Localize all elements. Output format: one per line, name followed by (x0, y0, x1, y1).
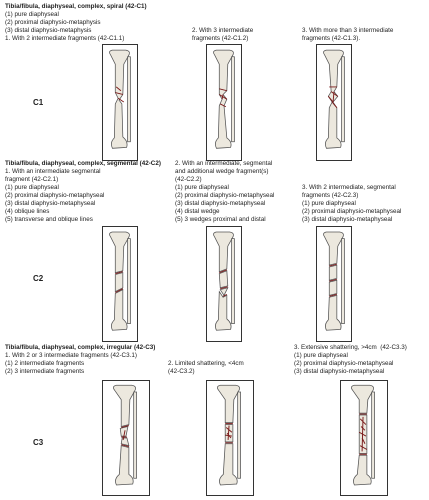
c2-panel-2 (206, 226, 242, 342)
c2-3-bone-illustration (317, 227, 351, 341)
c2-2-bone-illustration (207, 227, 241, 341)
c3-row-label: C3 (33, 438, 44, 447)
c3-sub3-line-4: (3) distal diaphysio-metaphyseal (294, 368, 385, 375)
c3-sub1-line-3: (2) 3 intermediate fragments (5, 368, 85, 375)
c3-sub3-line-3: (2) proximal diaphysio-metaphyseal (294, 360, 394, 367)
c3-panel-1 (102, 380, 150, 496)
c1-panel-2 (206, 44, 242, 161)
c2-sub1-line-3: (1) pure diaphyseal (5, 184, 59, 191)
c2-panel-1 (102, 226, 138, 342)
c2-sub2-line-2: and additional wedge fragment(s) (175, 168, 269, 175)
c1-2-bone-illustration (207, 45, 241, 160)
c1-sub3-line-1: 3. With more than 3 intermediate (302, 27, 394, 34)
c2-sub3-line-5: (3) distal diaphysio-metaphyseal (302, 216, 393, 223)
c1-1-bone-illustration (103, 45, 137, 160)
c2-sub3-line-1: 3. With 2 intermediate, segmental (302, 184, 396, 191)
c1-row-label: C1 (33, 98, 44, 107)
c2-sub2-line-3: (42-C2.2) (175, 176, 202, 183)
c2-sub2-line-5: (2) proximal diaphysio-metaphyseal (175, 192, 275, 199)
c1-intro-3: (3) distal diaphysio-metaphysis (5, 27, 92, 34)
c2-sub1-line-5: (3) distal diaphysio-metaphyseal (5, 200, 96, 207)
c1-heading: Tibia/fibula, diaphyseal, complex, spiral (42-C1) (5, 3, 147, 10)
c1-intro-2: (2) proximal diaphysio-metaphysis (5, 19, 101, 26)
c2-sub2-line-8: (5) 3 wedges proximal and distal (175, 216, 266, 223)
c2-sub1-line-7: (5) transverse and oblique lines (5, 216, 93, 223)
c3-sub3-line-2: (1) pure diaphyseal (294, 352, 348, 359)
c2-sub2-line-4: (1) pure diaphyseal (175, 184, 229, 191)
c1-intro-1: (1) pure diaphyseal (5, 11, 59, 18)
c3-sub2-line-2: (42-C3.2) (168, 368, 195, 375)
c1-panel-1 (102, 44, 138, 161)
c3-sub1-line-1: 1. With 2 or 3 intermediate fragments (42-C3.1) (5, 352, 137, 359)
c3-panel-2 (206, 380, 254, 496)
c3-sub1-line-2: (1) 2 intermediate fragments (5, 360, 85, 367)
c2-heading: Tibia/fibula, diaphyseal, complex, segmental (42-C2) (5, 160, 161, 167)
c2-sub3-line-4: (2) proximal diaphysio-metaphyseal (302, 208, 402, 215)
c2-sub1-line-2: fragment (42-C2.1) (5, 176, 59, 183)
c2-sub2-line-7: (4) distal wedge (175, 208, 220, 215)
c1-sub2-line-2: fragments (42-C1.2) (192, 35, 249, 42)
c3-heading: Tibia/fibula, diaphyseal, complex, irregular (42-C3) (5, 344, 156, 351)
c1-sub3-line-2: fragments (42-C1.3). (302, 35, 361, 42)
c2-1-bone-illustration (103, 227, 137, 341)
c1-sub2-line-1: 2. With 3 intermediate (192, 27, 254, 34)
c2-panel-3 (316, 226, 352, 342)
c2-sub1-line-1: 1. With an intermediate segmental (5, 168, 101, 175)
c3-sub3-line-1: 3. Extensive shattering, >4cm (42-C3.3) (294, 344, 407, 351)
c1-sub1-line-1: 1. With 2 intermediate fragments (42-C1.1) (5, 35, 125, 42)
c2-sub3-line-2: fragments (42-C2.3) (302, 192, 359, 199)
c1-panel-3 (316, 44, 352, 161)
c2-sub1-line-4: (2) proximal diaphysio-metaphyseal (5, 192, 105, 199)
c3-3-bone-illustration (341, 381, 387, 495)
c1-3-bone-illustration (317, 45, 351, 160)
c3-1-bone-illustration (103, 381, 149, 495)
c3-2-bone-illustration (207, 381, 253, 495)
c3-sub2-line-1: 2. Limited shattering, <4cm (168, 360, 244, 367)
c2-sub1-line-6: (4) oblique lines (5, 208, 50, 215)
c2-row-label: C2 (33, 274, 44, 283)
c2-sub3-line-3: (1) pure diaphyseal (302, 200, 356, 207)
c3-panel-3 (340, 380, 388, 496)
c2-sub2-line-6: (3) distal diaphysio-metaphyseal (175, 200, 266, 207)
c2-sub2-line-1: 2. With an intermediate, segmental (175, 160, 273, 167)
